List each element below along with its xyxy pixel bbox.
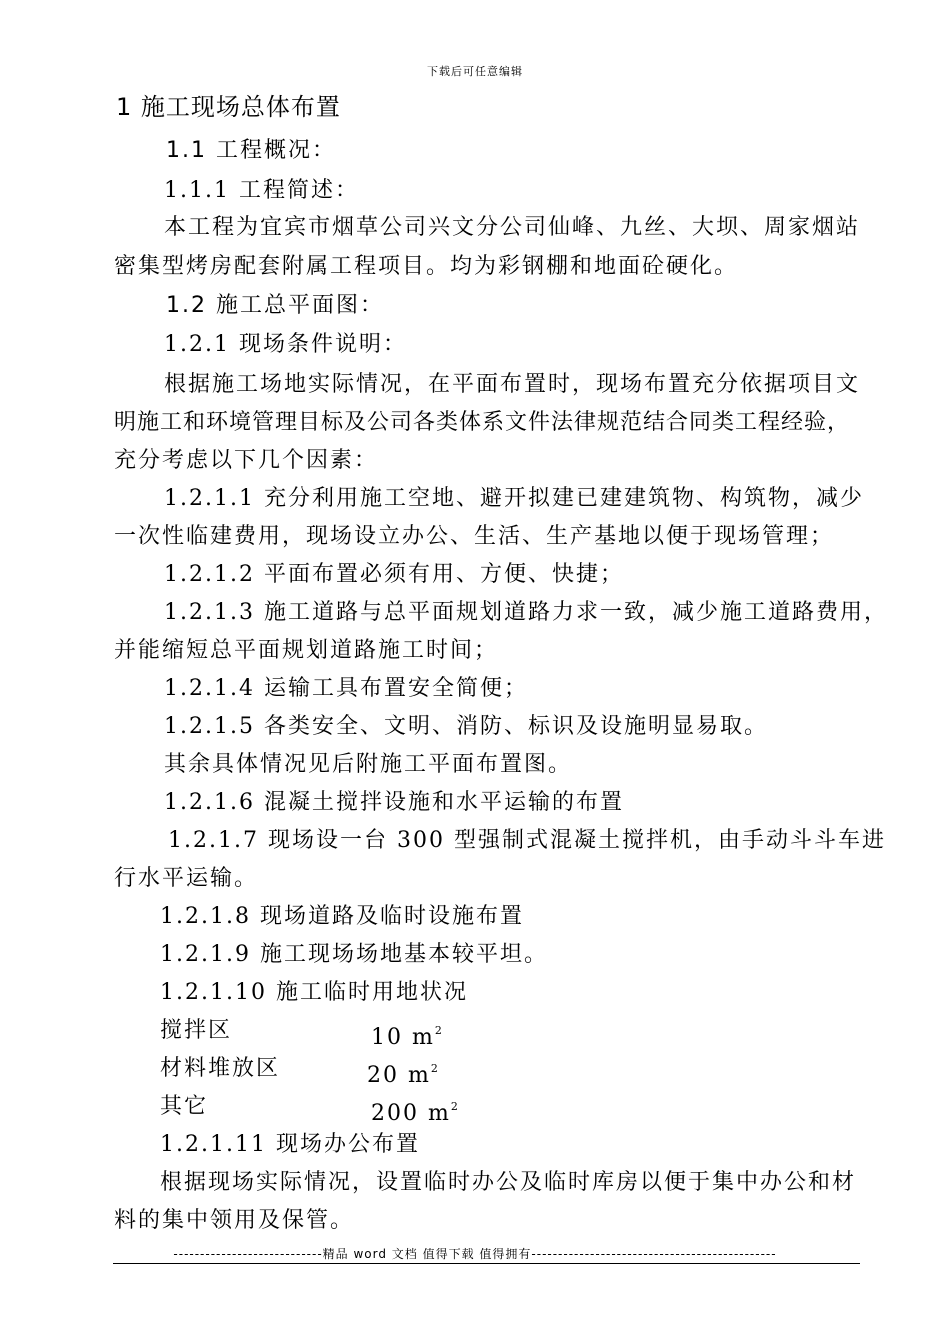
list-item-1-2-1-9: 1.2.1.9 施工现场场地基本较平坦。 [160,942,548,967]
area-value: 20 $m^2$ [367,1062,438,1088]
list-item-1-2-1-8: 1.2.1.8 现场道路及临时设施布置 [160,904,524,929]
list-item-1-2-1-7: 1.2.1.7 现场设一台 300 型强制式混凝土搅拌机，由手动斗斗车进 [168,828,886,853]
paragraph-line: 充分考虑以下几个因素： [114,448,379,473]
page-header-note: 下载后可任意编辑 [427,65,523,78]
list-item-1-2-1-6: 1.2.1.6 混凝土搅拌设施和水平运输的布置 [164,790,624,815]
area-name: 搅拌区 [160,1018,233,1043]
list-item-1-2-1-3-cont: 并能缩短总平面规划道路施工时间； [114,638,499,663]
area-row-other [0,1092,950,1126]
area-value: 10 $m^2$ [371,1024,442,1050]
page-footer-text: ----------------------------精品 word 文档 值得下载 值得拥有---------------------------------------------- [173,1247,777,1261]
list-item-1-2-1-11: 1.2.1.11 现场办公布置 [160,1132,420,1157]
paragraph-line: 料的集中领用及保管。 [114,1208,355,1233]
list-item-1-2-1-7-cont: 行水平运输。 [114,866,259,891]
paragraph-line: 根据现场实际情况，设置临时办公及临时库房以便于集中办公和材 [160,1170,857,1195]
list-item-1-2-1-3: 1.2.1.3 施工道路与总平面规划道路力求一致，减少施工道路费用， [164,600,888,625]
paragraph-line: 本工程为宜宾市烟草公司兴文分公司仙峰、九丝、大坝、周家烟站 [164,215,861,240]
list-item-1-2-1-2: 1.2.1.2 平面布置必须有用、方便、快捷； [164,562,624,587]
list-item-1-2-1-5: 1.2.1.5 各类安全、文明、消防、标识及设施明显易取。 [164,714,768,739]
area-value: 200 $m^2$ [371,1100,458,1126]
area-row-mixing [0,1016,950,1050]
paragraph-line: 密集型烤房配套附属工程项目。均为彩钢棚和地面砼硬化。 [114,254,739,279]
list-item-1-2-1-4: 1.2.1.4 运输工具布置安全简便； [164,676,528,701]
section-heading-1-1: 1.1 工程概况： [166,138,336,163]
area-row-material-storage [0,1054,950,1088]
footer-divider [113,1263,860,1264]
area-name: 材料堆放区 [160,1056,281,1081]
section-heading-1-2: 1.2 施工总平面图： [166,293,384,318]
subheading-1-1-1: 1.1.1 工程简述： [164,178,359,203]
section-heading-1: 1 施工现场总体布置 [116,93,341,121]
subheading-1-2-1: 1.2.1 现场条件说明： [164,332,407,357]
paragraph-line: 根据施工场地实际情况，在平面布置时，现场布置充分依据项目文 [164,372,861,397]
list-item-1-2-1-10: 1.2.1.10 施工临时用地状况 [160,980,468,1005]
list-item-1-2-1-1-cont: 一次性临建费用，现场设立办公、生活、生产基地以便于现场管理； [114,524,835,549]
paragraph-line: 其余具体情况见后附施工平面布置图。 [164,752,573,777]
area-name: 其它 [160,1094,209,1119]
paragraph-line: 明施工和环境管理目标及公司各类体系文件法律规范结合同类工程经验， [114,410,851,435]
list-item-1-2-1-1: 1.2.1.1 充分利用施工空地、避开拟建已建建筑物、构筑物，减少 [164,486,864,511]
